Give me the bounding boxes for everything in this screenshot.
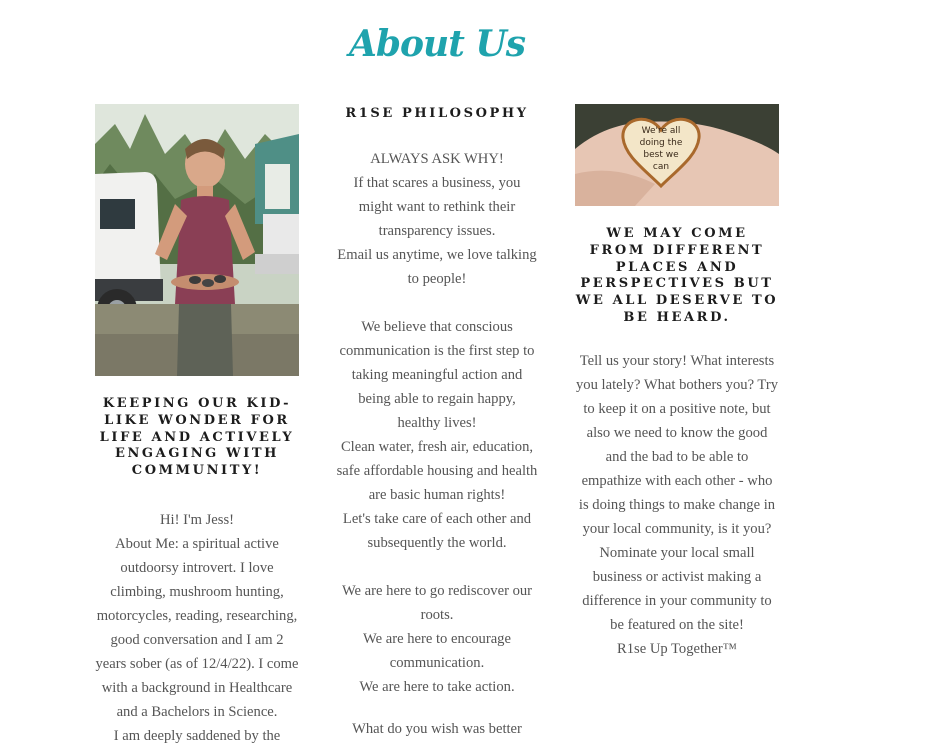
story-signature: R1se Up Together™: [616, 640, 737, 657]
jess-bio: [95, 508, 299, 748]
story-paragraph: Tell us your story! What interests you lately? What bothers you? Try to keep it on a positive note, but also we need to know the good and the bad to be able to empathize with each other - who is doing things to make change in your local community, is it you? Nominate your local small business or activist making a difference in your community to be featured on the site!: [576, 352, 778, 633]
heart-text-line: best we: [643, 150, 679, 160]
jess-bio-paragraph: Hi! I'm Jess!: [160, 511, 234, 528]
paragraph-spacer: [335, 699, 539, 717]
page-title: About Us: [348, 23, 526, 65]
about-column-jess: [95, 104, 299, 748]
paragraph-spacer: [335, 291, 539, 315]
philosophy-paragraph: If that scares a business, you might want to rethink their transparency issues.: [353, 174, 521, 239]
philosophy-paragraph: We are here to take action.: [359, 678, 515, 695]
jess-bio-paragraph: I am deeply saddened by the: [113, 727, 281, 744]
heart-stone-photo: [575, 104, 779, 206]
philosophy-paragraph: We are here to encourage communication.: [363, 630, 511, 671]
jess-photo: [95, 104, 299, 376]
jess-heading: KEEPING OUR KID-LIKE WONDER FOR LIFE AND ACTIVELY ENGAGING WITH COMMUNITY!: [99, 396, 295, 479]
philosophy-heading: R1SE PHILOSOPHY: [345, 106, 529, 121]
heart-text-line: can: [652, 162, 670, 172]
philosophy-paragraph: Let's take care of each other and subsequently the world.: [342, 510, 532, 551]
philosophy-text: [335, 147, 539, 741]
jess-bio-paragraph: About Me: a spiritual active outdoorsy introvert. I love climbing, mushroom hunting, motorcycles, reading, researching, good conversation and I am 2 years sober (as of 12/4/22). I come with a background in Healthcare and a Bachelors in Science.: [95, 535, 299, 720]
story-heading: WE MAY COME FROM DIFFERENT PLACES AND PERSPECTIVES BUT WE ALL DESERVE TO BE HEARD.: [575, 226, 779, 325]
story-column: [575, 104, 779, 661]
story-text: [575, 349, 779, 661]
philosophy-paragraph: ALWAYS ASK WHY!: [370, 150, 504, 167]
paragraph-spacer: [335, 555, 539, 579]
heart-text-line: We're all: [641, 126, 681, 136]
heart-text-line: doing the: [639, 138, 683, 148]
philosophy-paragraph: We believe that conscious communication is the first step to taking meaningful action and being able to regain happy, healthy lives!: [339, 318, 535, 431]
philosophy-paragraph: Clean water, fresh air, education, safe affordable housing and health are basic human rights!: [336, 438, 538, 503]
philosophy-paragraph: What do you wish was better: [352, 720, 522, 737]
philosophy-column: [335, 104, 539, 741]
philosophy-paragraph: We are here to go rediscover our roots.: [341, 582, 533, 623]
philosophy-paragraph: Email us anytime, we love talking to people!: [337, 246, 537, 287]
